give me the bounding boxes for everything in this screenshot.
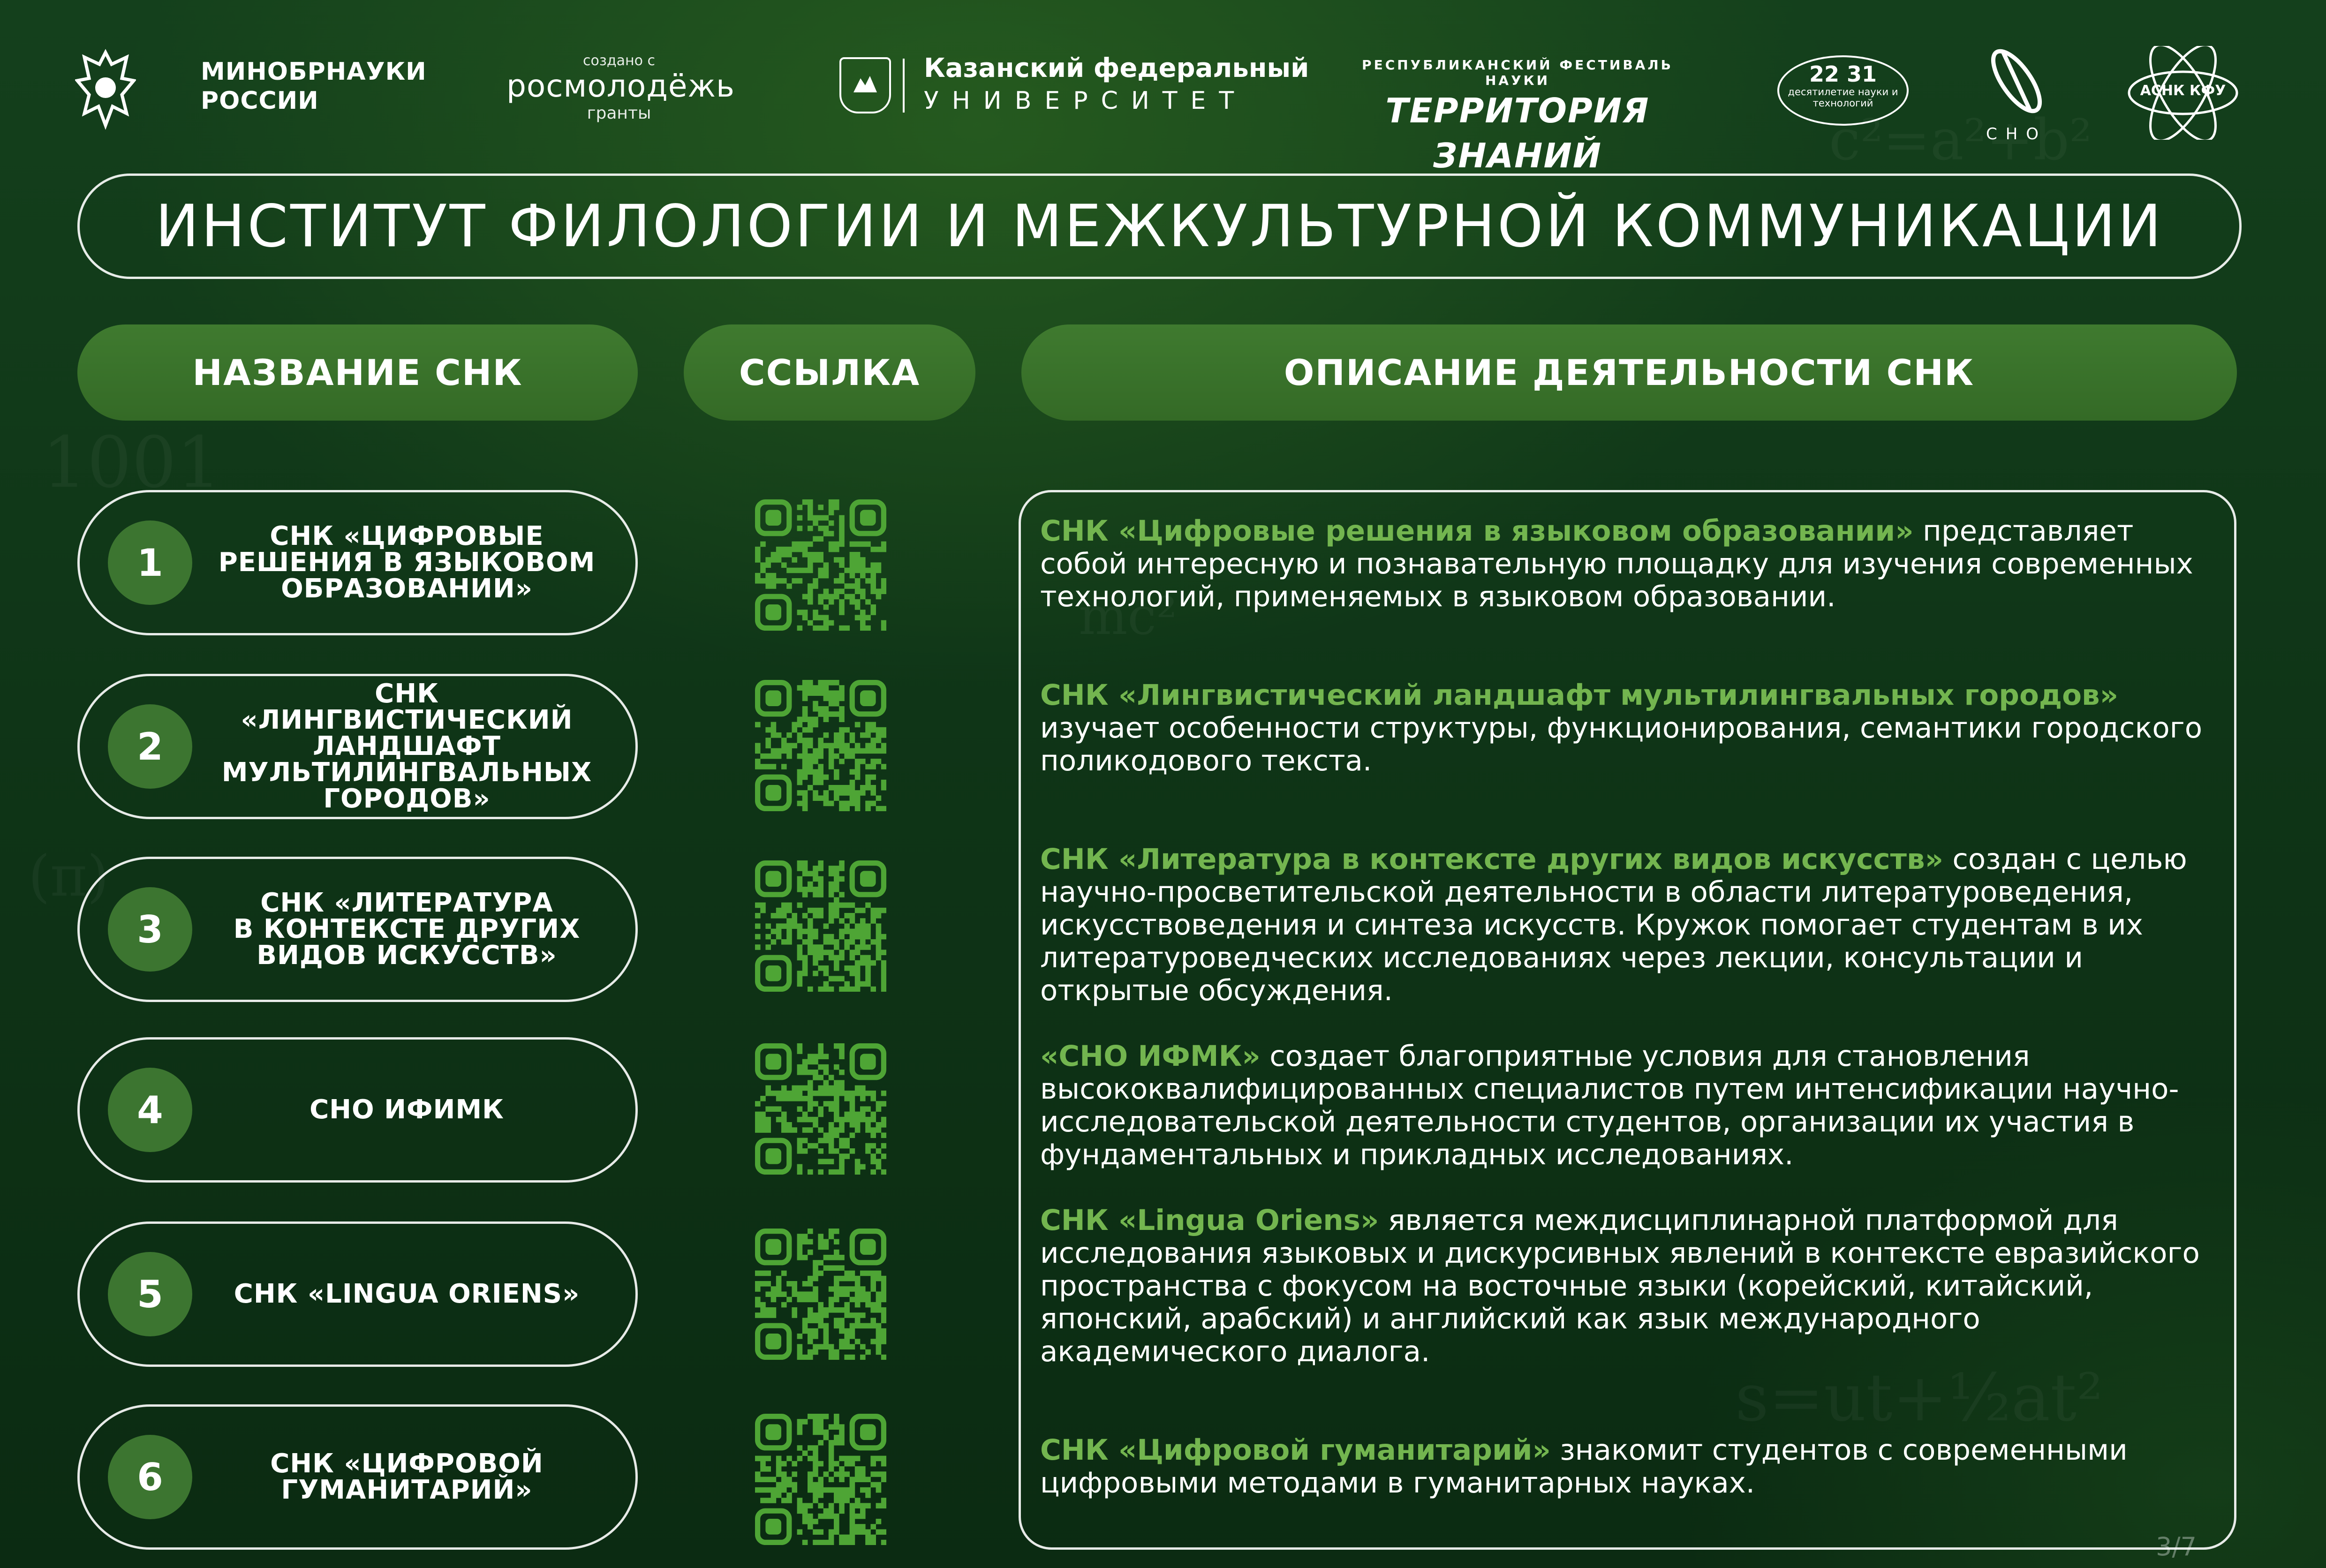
club-description-text: изучает особенности структуры, функционирования, семантики городского поликодового текста. — [1040, 711, 2203, 777]
column-header-name: НАЗВАНИЕ СНК — [77, 324, 638, 421]
qr-finder-pattern — [758, 683, 789, 714]
ministry-eagle-logo — [75, 43, 136, 137]
rosmolodezh-name: росмолодёжь — [506, 68, 735, 104]
decade-years: 22 31 — [1809, 61, 1877, 87]
row-number-badge: 1 — [108, 520, 192, 605]
club-description-highlight: СНК «Литература в контексте других видов искусств» — [1040, 843, 1943, 876]
club-name: СНК «ЛИНГВИСТИЧЕСКИЙ ЛАНДШАФТ МУЛЬТИЛИНГВАЛЬНЫХ ГОРОДОВ» — [221, 678, 592, 814]
club-description-text: создан с целью научно-просветительской деятельности в области литературоведения, искусствоведения и синтеза искусств. Кружок помогает студентам в их литературоведческих исследованиях через лекции, консультации и открытые обсуждения. — [1040, 843, 2187, 1007]
qr-finder-pattern — [852, 1417, 884, 1448]
territory-title: ТЕРРИТОРИЯ ЗНАНИЙ — [1385, 91, 1650, 175]
qr-finder-pattern — [758, 1326, 789, 1357]
qr-finder-pattern — [852, 1046, 884, 1078]
qr-finder-pattern — [758, 957, 789, 989]
institute-title-box — [77, 173, 2242, 279]
qr-finder-pattern — [758, 863, 789, 895]
kfu-divider — [903, 59, 905, 113]
club-description-highlight: СНК «Lingua Oriens» — [1040, 1204, 1379, 1237]
qr-finder-pattern — [852, 1231, 884, 1263]
club-description-text: представляет собой интересную и познавательную площадку для изучения современных технологий, применяемых в языковом образовании. — [1040, 514, 2193, 613]
club-description-highlight: СНК «Лингвистический ландшафт мультилингвальных городов» — [1040, 678, 2119, 712]
club-row-3 — [77, 857, 638, 1002]
club-description-text: знакомит студентов с современными цифровыми методами в гуманитарных науках. — [1040, 1433, 2128, 1500]
club-description-2 — [1040, 679, 2227, 777]
qr-finder-pattern — [758, 1231, 789, 1263]
qr-finder-pattern — [758, 1511, 789, 1542]
sno-caption: СНО — [1986, 125, 2047, 143]
qr-finder-pattern — [852, 863, 884, 895]
kfu-name-line2: УНИВЕРСИТЕТ — [924, 87, 1247, 115]
club-description-3 — [1040, 843, 2227, 1007]
club-description-highlight: СНК «Цифровой гуманитарий» — [1040, 1433, 1551, 1467]
club-description-5 — [1040, 1204, 2227, 1368]
club-row-6 — [77, 1404, 638, 1550]
asnk-label: АСНК КФУ — [2140, 83, 2226, 99]
qr-finder-pattern — [758, 596, 789, 628]
row-number-badge: 5 — [108, 1252, 192, 1336]
rosmolodezh-small-text: создано с — [583, 53, 655, 69]
club-description-highlight: «СНО ИФМК» — [1040, 1040, 1261, 1073]
club-row-5 — [77, 1221, 638, 1367]
column-header-description: ОПИСАНИЕ ДЕЯТЕЛЬНОСТИ СНК — [1021, 324, 2237, 421]
club-description-text: является междисциплинарной платформой для исследования языковых и дискурсивных явлений в контексте евразийского пространства с фокусом на восточные языки (корейский, китайский, японский, арабский) и английский как язык международного академического диалога. — [1040, 1204, 2200, 1368]
decade-of-science-logo — [1777, 55, 1909, 126]
qr-finder-pattern — [852, 502, 884, 534]
club-description-highlight: СНК «Цифровые решения в языковом образовании» — [1040, 514, 1914, 548]
ministry-logo-text: МИНОБРНАУКИ РОССИИ — [201, 58, 427, 115]
club-name: СНК «ЦИФРОВОЙ ГУМАНИТАРИЙ» — [270, 1448, 544, 1505]
description-panel — [1019, 490, 2236, 1561]
club-row-4 — [77, 1037, 638, 1183]
decade-caption: десятилетие науки и технологий — [1788, 86, 1898, 109]
atom-icon — [1981, 41, 2052, 121]
qr-code[interactable] — [755, 1229, 886, 1360]
club-row-1 — [77, 490, 638, 635]
qr-finder-pattern — [758, 1046, 789, 1078]
qr-code[interactable] — [755, 1414, 886, 1545]
qr-finder-pattern — [758, 1417, 789, 1448]
club-name: СНО ИФИМК — [310, 1094, 504, 1125]
qr-finder-pattern — [852, 683, 884, 714]
row-number-badge: 4 — [108, 1068, 192, 1152]
qr-finder-pattern — [758, 502, 789, 534]
club-description-4 — [1040, 1040, 2227, 1171]
qr-code[interactable] — [755, 1043, 886, 1175]
column-header-link: ССЫЛКА — [684, 324, 975, 421]
qr-code[interactable] — [755, 680, 886, 811]
club-description-6 — [1040, 1434, 2227, 1500]
sno-logo — [1979, 41, 2054, 143]
club-description-1 — [1040, 515, 2227, 613]
rosmolodezh-grants: гранты — [587, 104, 651, 123]
row-number-badge: 6 — [108, 1435, 192, 1519]
row-number-badge: 3 — [108, 887, 192, 972]
qr-finder-pattern — [758, 777, 789, 808]
club-name: СНК «LINGUA ORIENS» — [234, 1279, 580, 1309]
club-description-text: создает благоприятные условия для становления высококвалифицированных специалистов путем интенсификации научно-исследовательской деятельности студентов, организации их участия в фундаментальных и прикладных исследованиях. — [1040, 1040, 2179, 1171]
territory-of-knowledge-logo — [1330, 57, 1705, 178]
club-row-2 — [77, 674, 638, 819]
club-name: СНК «ЦИФРОВЫЕ РЕШЕНИЯ В ЯЗЫКОВОМ ОБРАЗОВАНИИ» — [218, 521, 596, 604]
kfu-logo-text — [924, 53, 1309, 117]
row-number-badge: 2 — [108, 704, 192, 789]
institute-title: ИНСТИТУТ ФИЛОЛОГИИ И МЕЖКУЛЬТУРНОЙ КОММУНИКАЦИИ — [155, 192, 2164, 260]
qr-code[interactable] — [755, 499, 886, 631]
asnk-kfu-logo — [2124, 46, 2242, 140]
club-name: СНК «ЛИТЕРАТУРА В КОНТЕКСТЕ ДРУГИХ ВИДОВ ИСКУССТВ» — [233, 888, 581, 971]
rosmolodezh-logo — [506, 53, 735, 123]
qr-code[interactable] — [755, 860, 886, 992]
page-number: 3/7 — [2156, 1532, 2197, 1561]
kfu-name-line1: Казанский федеральный — [924, 53, 1309, 83]
territory-subtitle: РЕСПУБЛИКАНСКИЙ ФЕСТИВАЛЬ НАУКИ — [1362, 57, 1673, 88]
qr-finder-pattern — [758, 1140, 789, 1172]
kfu-emblem-icon — [839, 57, 891, 113]
